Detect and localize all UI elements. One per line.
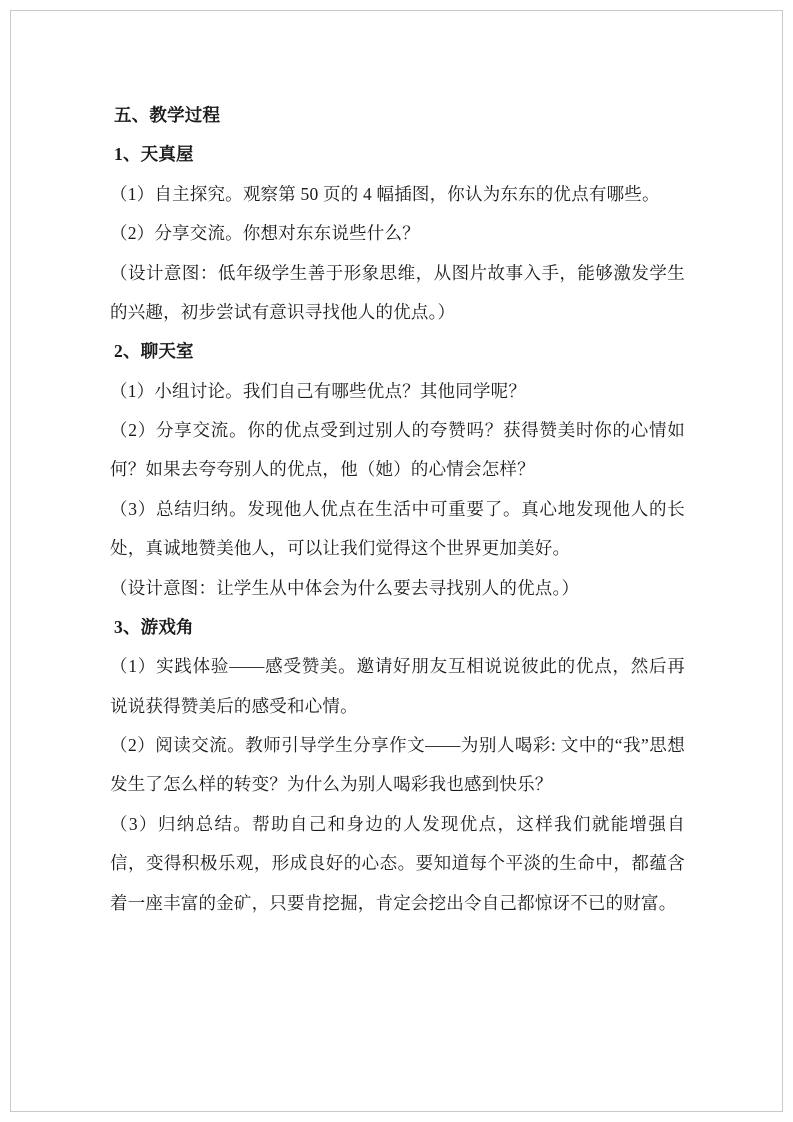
- item-3-heading: 3、游戏角: [114, 616, 194, 637]
- item-2-sub-2: （2）分享交流。你的优点受到过别人的夸赞吗？获得赞美时你的心情如何？如果去夸夸别人的优点，他（她）的心情会怎样？: [110, 420, 685, 480]
- item-1-sub-1: （1）自主探究。观察第 50 页的 4 幅插图，你认为东东的优点有哪些。: [110, 183, 660, 204]
- item-2-sub-1: （1）小组讨论。我们自己有哪些优点？其他同学呢？: [110, 380, 527, 401]
- item-3-sub-2: （2）阅读交流。教师引导学生分享作文——为别人喝彩: 文中的“我”思想发生了怎么样的转变？为什么为别人喝彩我也感到快乐？: [110, 735, 685, 795]
- item-1-heading: 1、天真屋: [114, 144, 194, 165]
- item-3-sub-1: （1）实践体验——感受赞美。邀请好朋友互相说说彼此的优点，然后再说说获得赞美后的感受和心情。: [110, 656, 685, 716]
- item-2-heading: 2、聊天室: [114, 341, 194, 362]
- item-1-sub-2: （2）分享交流。你想对东东说些什么？: [110, 223, 420, 244]
- document-body: [110, 96, 685, 923]
- item-2-sub-3: （3）总结归纳。发现他人优点在生活中可重要了。真心地发现他人的长处，真诚地赞美他人，可以让我们觉得这个世界更加美好。: [110, 498, 685, 559]
- section-heading: 五、教学过程: [114, 105, 221, 125]
- item-1-note: （设计意图：低年级学生善于形象思维，从图片故事入手，能够激发学生的兴趣，初步尝试有意识寻找他人的优点。）: [110, 262, 685, 322]
- item-2-note: （设计意图：让学生从中体会为什么要去寻找别人的优点。）: [110, 577, 580, 598]
- item-3-sub-3: （3）归纳总结。帮助自己和身边的人发现优点，这样我们就能增强自信，变得积极乐观，形成良好的心态。要知道每个平淡的生命中，都蕴含着一座丰富的金矿，只要肯挖掘，肯定会挖出令自己都惊讶不已的财富。: [110, 813, 685, 913]
